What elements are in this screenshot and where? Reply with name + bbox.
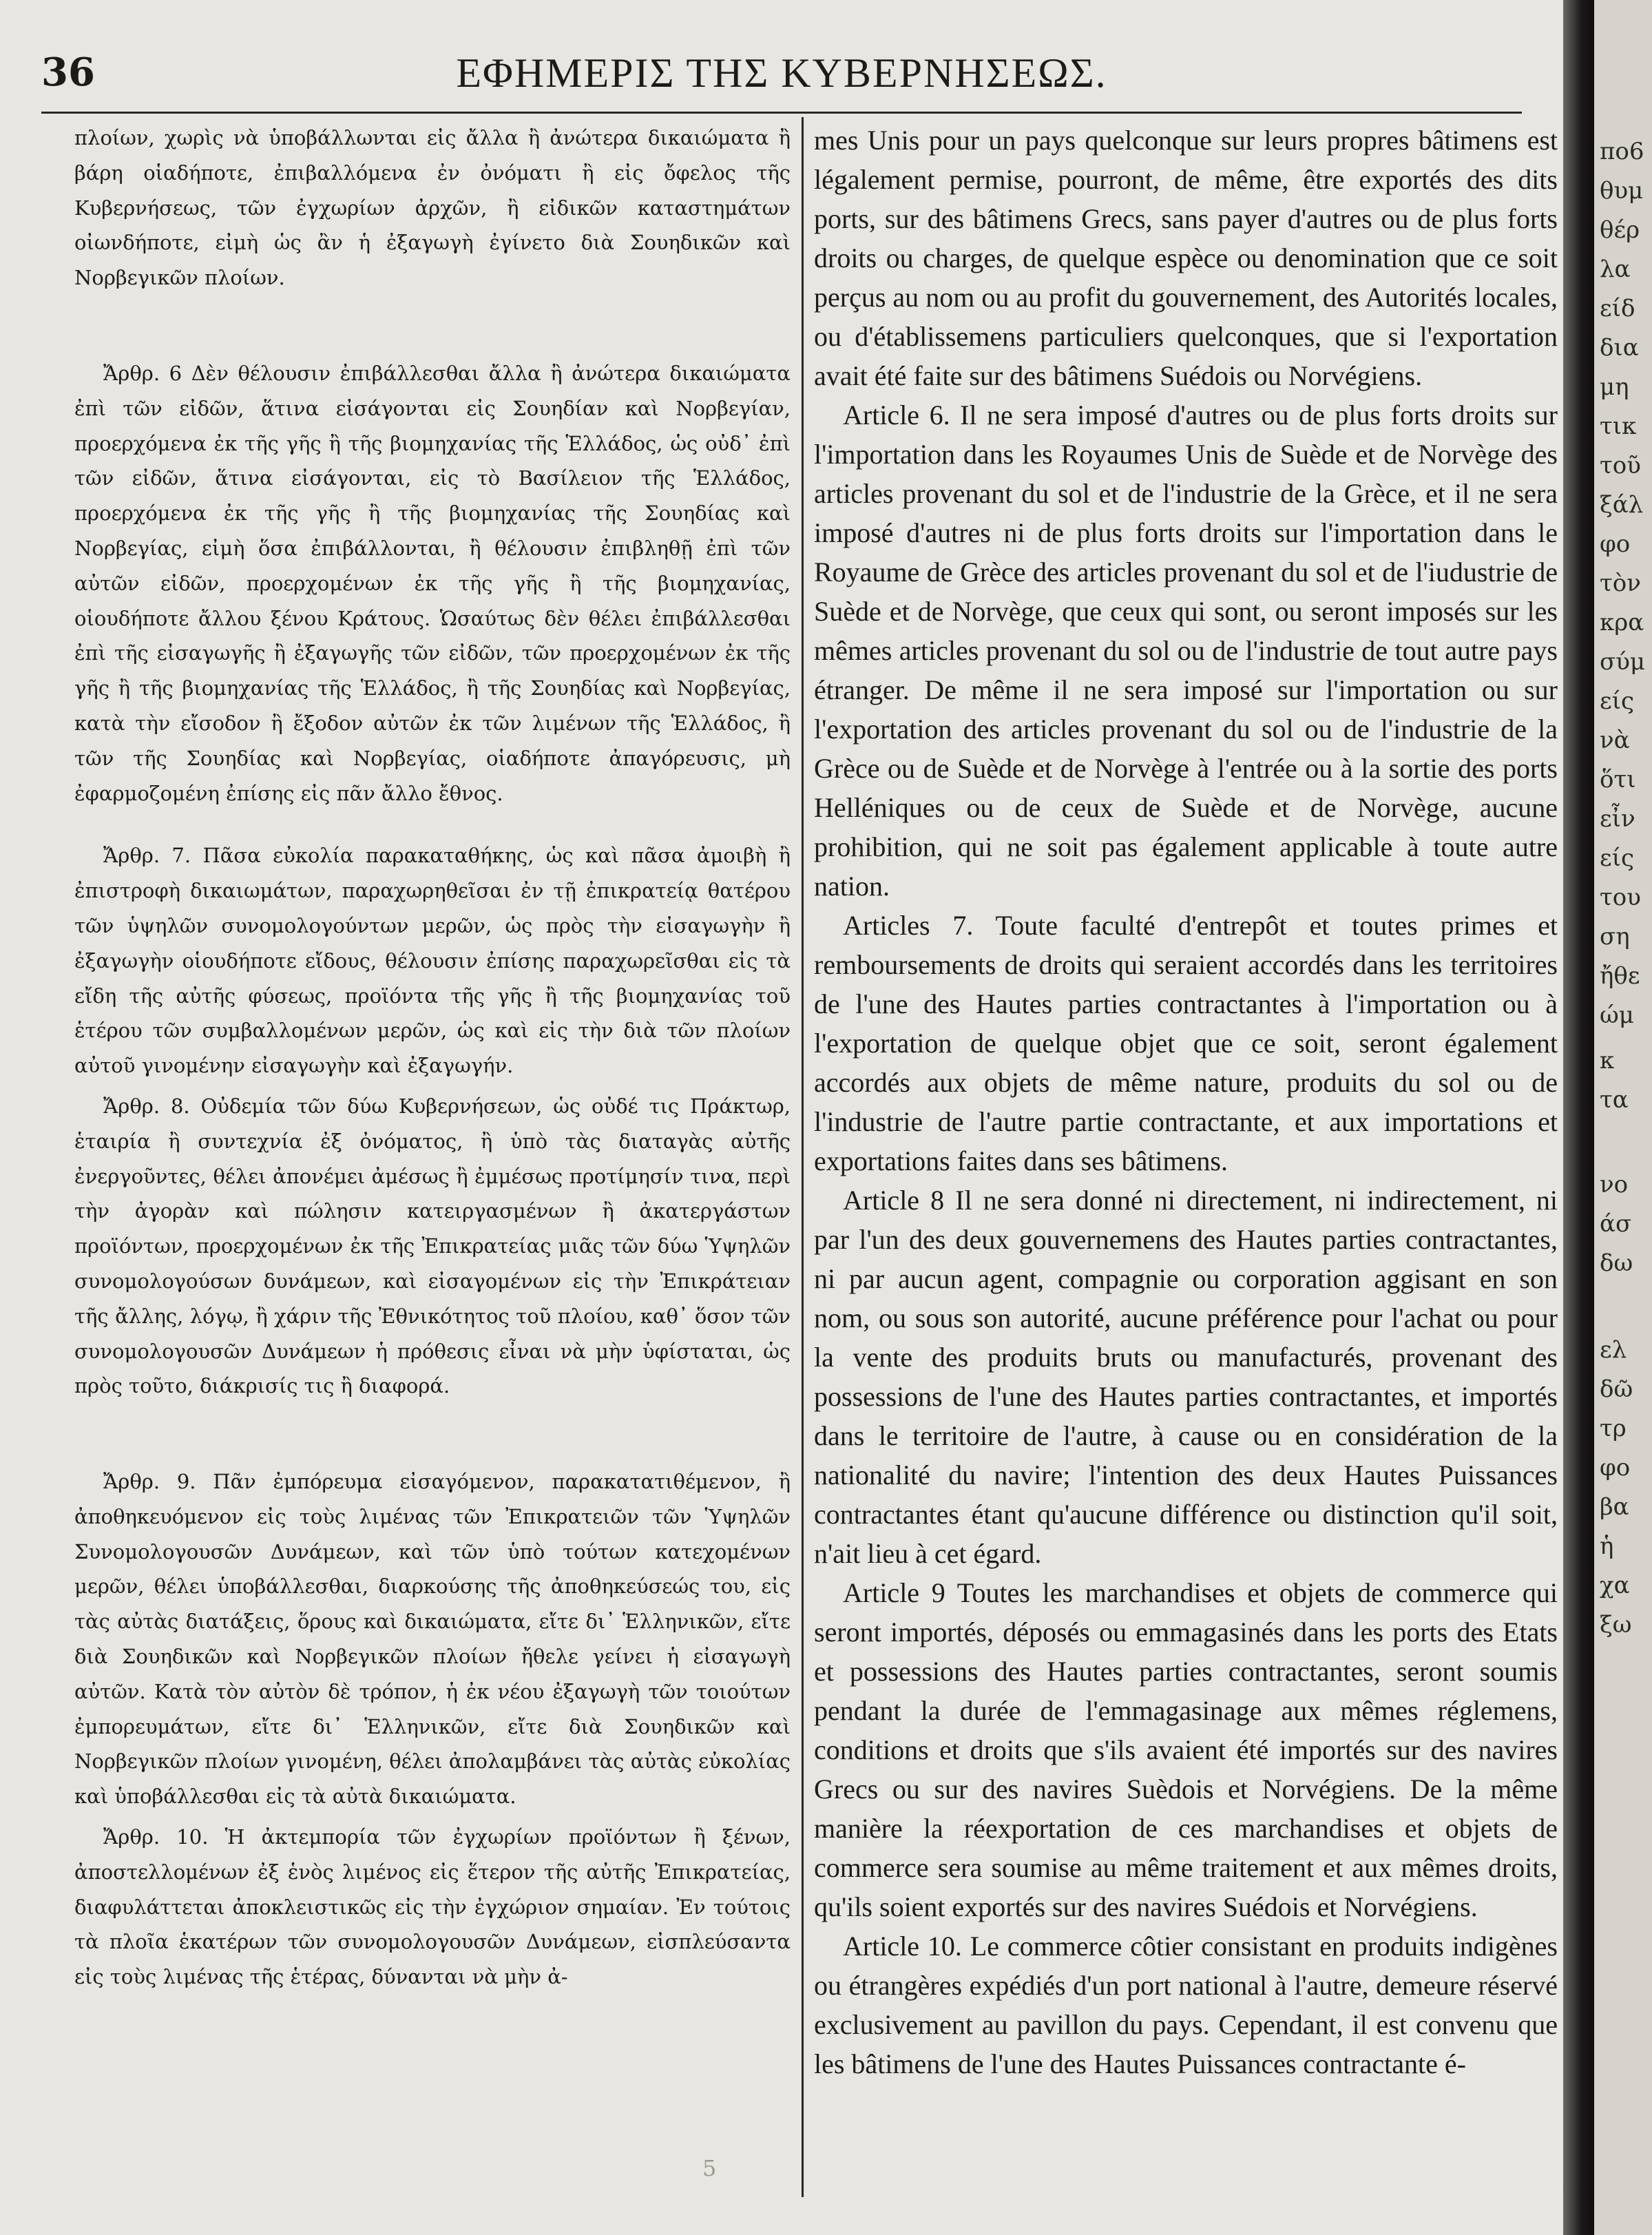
adjacent-page-fragment: δια xyxy=(1600,334,1639,362)
adjacent-page-fragment: χα xyxy=(1600,1572,1630,1599)
greek-article-8: Ἄρθρ. 8. Οὐδεμία τῶν δύω Κυβερνήσεων, ὡς οὐδέ τις Πράκτωρ, ἑταιρία ἢ συντεχνία ἐξ ὀνόματος, ἢ ὑπὸ τὰς διαταγὰς αὐτῆς ἐνεργοῦντες, θέλει ἀπονέμει ἀμέσως ἢ ἐμμέσως προτίμησίν τινα, περὶ τὴν ἀγορὰν καὶ πώλησιν κατειργασμένων ἢ ἀκατεργάστων προϊόντων, προερχομένων ἐκ τῆς Ἐπικρατείας μιᾶς τῶν δύω Ὑψηλῶν συνομολογούσων δυνάμεων, καὶ εἰσαγομένων εἰς τὴν Ἐπικράτειαν τῆς ἄλλης, λόγῳ, ἢ χάριν τῆς Ἐθνικότητος τοῦ πλοίου, καθ᾽ ὅσον τῶν συνομολογουσῶν Δυνάμεων ἡ πρόθεσις εἶναι νὰ μὴν ὑφίσταται, ὡς πρὸς τοῦτο, διάκρισίς τις ἢ διαφορά. xyxy=(74,1094,791,1398)
french-column xyxy=(814,121,1558,2201)
greek-article-7: Ἄρθρ. 7. Πᾶσα εὐκολία παρακαταθήκης, ὡς καὶ πᾶσα ἀμοιβὴ ἢ ἐπιστροφὴ δικαιωμάτων, παραχωρηθεῖσαι ἐν τῇ ἐπικρατείᾳ θατέρου τῶν ὑψηλῶν συνομολογούντων μερῶν, ὡς πρὸς τὴν εἰσαγωγὴν ἢ ἐξαγωγὴν οἱουδήποτε εἴδους, θέλουσιν ἐπίσης παραχωρεῖσθαι εἰς τὰ εἴδη τῆς αὐτῆς φύσεως, προϊόντα τῆς γῆς ἢ τῆς βιομηχανίας τοῦ ἑτέρου τῶν συμβαλλομένων μερῶν, ὡς καὶ εἰς τὴν διὰ τῶν πλοίων αὐτοῦ γινομένην εἰσαγωγὴν καὶ ἐξαγωγήν. xyxy=(74,844,791,1078)
adjacent-page-fragment: θυμ xyxy=(1600,177,1644,205)
column-divider xyxy=(802,117,804,2197)
adjacent-page-fragment: τα xyxy=(1600,1086,1629,1114)
adjacent-page-fragment: μη xyxy=(1600,373,1629,401)
greek-column xyxy=(74,121,791,2201)
adjacent-page-fragment: πο6 xyxy=(1600,138,1644,165)
french-article-7: Articles 7. Toute faculté d'entrepôt et toutes primes et remboursements de droits qui seraient accordés dans les territoires de l'une des Hautes parties contractantes à l'importation ou à l'exportation de quelque objet que ce soit, seront également accordés aux objets de même nature, produits du sol ou de l'industrie de l'autre partie contractante, et aux importations et exportations faites dans ses bâtimens. xyxy=(814,910,1558,1176)
greek-article-9: Ἄρθρ. 9. Πᾶν ἐμπόρευμα εἰσαγόμενον, παρακατατιθέμενον, ἢ ἀποθηκευόμενον εἰς τοὺς λιμένας τῶν Ἐπικρατειῶν τῶν Ὑψηλῶν Συνομολογουσῶν Δυνάμεων, καὶ τῶν ὑπὸ τούτων κατεχομένων μερῶν, θέλει ὑποβάλλεσθαι, διαρκούσης τῆς ἀποθηκεύσεώς του, εἰς τὰς αὐτὰς διατάξεις, ὅρους καὶ δικαιώματα, εἴτε δι᾽ Ἑλληνικῶν, εἴτε διὰ Σουηδικῶν καὶ Νορβεγικῶν πλοίων ἤθελε γείνει ἡ εἰσαγωγὴ αὐτῶν. Κατὰ τὸν αὐτὸν δὲ τρόπον, ἡ ἐκ νέου ἐξαγωγὴ τῶν τοιούτων ἐμπορευμάτων, εἴτε δι᾽ Ἑλληνικῶν, εἴτε διὰ Σουηδικῶν καὶ Νορβεγικῶν πλοίων γινομένη, θέλει ἀπολαμβάνει τὰς αὐτὰς εὐκολίας καὶ ὑποβάλλεσθαι εἰς τὰ αὐτὰ δικαιώματα. xyxy=(74,1470,791,1809)
adjacent-page-fragment: είς xyxy=(1600,844,1634,872)
page-number: 36 xyxy=(41,50,95,95)
adjacent-page-fragment: κ xyxy=(1600,1047,1615,1074)
adjacent-page-fragment: κρα xyxy=(1600,609,1644,636)
adjacent-page-fragment: βα xyxy=(1600,1493,1629,1521)
adjacent-page-fragment: είς xyxy=(1600,687,1634,715)
adjacent-page-fragment: ελ xyxy=(1600,1336,1627,1364)
french-article-8: Article 8 Il ne sera donné ni directement, ni indirectement, ni par l'un des deux gouvernemens des Hautes parties contractantes, ni par aucun agent, compagnie ou corporation aggisant en son nom, ou sous son autorité, aucune préférence pour l'achat ou pour la vente des produits bruts ou manufacturés, provenant des possessions de l'une des Hautes parties contractantes, et importés dans le territoire de l'autre, à cause ou en considération de la nationalité du navire; l'intention des deux Hautes Puissances contractantes étant qu'aucune différence ou distinction qu'il soit, n'ait lieu à cet égard. xyxy=(814,1185,1558,1569)
french-article-6: Article 6. Il ne sera imposé d'autres ou de plus forts droits sur l'importation dans les Royaumes Unis de Suède et de Norvège des articles provenant du sol et de l'industrie de la Grèce, et il ne sera imposé d'autres ni de plus forts droits sur l'importation dans le Royaume de Grèce des articles provenant du sol et de l'iudustrie de Suède et de Norvège, que ceux qui sont, ou seront imposés sur les mêmes articles provenant du sol ou de l'industrie de tout autre pays étranger. De même il ne sera imposé sur l'importation ou sur l'exportation des articles provenant du sol ou de l'industrie de la Grèce ou de Suède et de Norvège à l'entrée ou à la sortie des ports Helléniques ou de ceux de Suède et de Norvège, aucune prohibition, qui ne soit pas également applicable à toute autre nation. xyxy=(814,399,1558,902)
adjacent-page-fragment: θέρ xyxy=(1600,216,1640,244)
running-title: ΕΦΗΜΕΡΙΣ ΤΗΣ ΚΥΒΕΡΝΗΣΕΩΣ. xyxy=(456,50,1107,96)
adjacent-page-fragment: τικ xyxy=(1600,413,1637,440)
adjacent-page-fragment: ώμ xyxy=(1600,1001,1634,1029)
adjacent-page-fragment: τὸν xyxy=(1600,570,1641,597)
adjacent-page-fragment: τρ xyxy=(1600,1415,1627,1442)
adjacent-page-fragment: ξάλ xyxy=(1600,491,1644,519)
adjacent-page-fragment: δω xyxy=(1600,1249,1633,1277)
header-rule xyxy=(41,112,1522,114)
adjacent-page-fragment: εἶν xyxy=(1600,805,1635,833)
adjacent-page-fragment: ση xyxy=(1600,923,1630,950)
footer-mark: 5 xyxy=(702,2155,717,2181)
page-header xyxy=(41,50,1522,105)
adjacent-page-fragment: ἡ xyxy=(1600,1532,1614,1560)
adjacent-page-fragment: ξω xyxy=(1600,1611,1632,1639)
adjacent-page-fragment: άσ xyxy=(1600,1210,1632,1238)
greek-article-6: Ἄρθρ. 6 Δὲν θέλουσιν ἐπιβάλλεσθαι ἄλλα ἢ ἀνώτερα δικαιώματα ἐπὶ τῶν εἰδῶν, ἅτινα εἰσάγονται εἰς Σουηδίαν καὶ Νορβεγίαν, προερχόμενα ἐκ τῆς γῆς ἢ τῆς βιομηχανίας τῆς Ἑλλάδος, ὡς οὐδ᾽ ἐπὶ τῶν εἰδῶν, ἅτινα εἰσάγονται, εἰς τὸ Βασίλειον τῆς Ἑλλάδος, προερχόμενα ἐκ τῆς γῆς ἢ τῆς βιομηχανίας τῆς Σουηδίας καὶ Νορβεγίας, εἰμὴ ὅσα ἐπιβάλλονται, ἢ θέλουσιν ἐπιβληθῇ ἐπὶ τῶν αὐτῶν εἰδῶν, προερχομένων ἐκ τῆς γῆς ἢ τῆς βιομηχανίας, οἱουδήποτε ἄλλου ξένου Κράτους. Ὡσαύτως δὲν θέλει ἐπιβάλλεσθαι ἐπὶ τῆς εἰσαγωγῆς ἢ ἐξαγωγῆς τῶν εἰδῶν, τῶν προερχομένων ἐκ τῆς γῆς ἢ τῆς βιομηχανίας τῆς Ἑλλάδος, ἢ τῆς Σουηδίας καὶ Νορβεγίας, κατὰ τὴν εἴσοδον ἢ ἔξοδον αὐτῶν ἐκ τῶν λιμένων τῆς Ἑλλάδος, ἢ τῶν τῆς Σουηδίας καὶ Νορβεγίας, οἱαδήποτε ἀπαγόρευσις, μὴ ἐφαρμοζομένη ἐπίσης εἰς πᾶν ἄλλο ἔθνος. xyxy=(74,361,791,805)
adjacent-page-fragment: τοῦ xyxy=(1600,452,1641,479)
adjacent-page-fragment: φο xyxy=(1600,1454,1631,1482)
french-article-9: Article 9 Toutes les marchandises et objets de commerce qui seront importés, déposés ou emmagasinés dans les ports des Etats et possessions des Hautes parties contractantes, seront soumis pendant la durée de l'emmagasinage aux mêmes réglemens, conditions et droits que s'ils avaient été importés sur des navires Grecs ou sur des navires Suèdois et Norvégiens. De la même manière la réexportation de ces marchandises et objets de commerce sera soumise au même traitement et aux mêmes droits, qu'ils soient exportés sur des navires Suédois et Norvégiens. xyxy=(814,1577,1558,1922)
french-paragraph-continuation: mes Unis pour un pays quelconque sur leurs propres bâtimens est légalement permise, pourront, de même, être exportés des dits ports, sur des bâtimens Grecs, sans payer d'autres ou de plus forts droits ou charges, de quelque espèce ou denomination que ce soit perçus au nom ou au profit du gouvernement, des Autorités locales, ou d'établissemens particuliers quelconques, que si l'exportation avait été faite sur des bâtimens Suédois ou Norvégiens. xyxy=(814,125,1558,391)
adjacent-page-fragment: σύμ xyxy=(1600,648,1645,676)
adjacent-page-fragment: δῶ xyxy=(1600,1375,1633,1403)
greek-paragraph-continuation: πλοίων, χωρὶς νὰ ὑποβάλλωνται εἰς ἄλλα ἢ ἀνώτερα δικαιώματα ἢ βάρη οἱαδήποτε, ἐπιβαλλόμενα ἐν ὀνόματι ἢ εἰς ὄφελος τῆς Κυβερνήσεως, τῶν ἐγχωρίων ἀρχῶν, ἢ εἰδικῶν καταστημάτων οἰωνδήποτε, εἰμὴ ὡς ἂν ἡ ἐξαγωγὴ ἐγίνετο διὰ Σουηδικῶν καὶ Νορβεγικῶν πλοίων. xyxy=(74,126,791,290)
adjacent-page-fragment: φο xyxy=(1600,530,1631,558)
adjacent-page-fragment: του xyxy=(1600,884,1641,911)
adjacent-page-fragment: ἤθε xyxy=(1600,962,1640,990)
adjacent-page-edge xyxy=(1594,0,1652,2235)
adjacent-page-fragment: είδ xyxy=(1600,295,1635,322)
adjacent-page-fragment: λα xyxy=(1600,256,1631,283)
french-article-10: Article 10. Le commerce côtier consistant en produits indigènes ou étrangères expédiés d'un port national à l'autre, demeure réservé exclusivement au pavillon du pays. Cependant, il est convenu que les bâtimens de l'une des Hautes Puissances contractante é- xyxy=(814,1931,1558,2079)
adjacent-page-fragment: νὰ xyxy=(1600,727,1630,754)
adjacent-page-fragment: ὅτι xyxy=(1600,766,1636,793)
binding-gutter xyxy=(1563,0,1594,2235)
greek-article-10: Ἄρθρ. 10. Ἡ ἀκτεμπορία τῶν ἐγχωρίων προϊόντων ἢ ξένων, ἀποστελλομένων ἐξ ἑνὸς λιμένος εἰς ἕτερον τῆς αὐτῆς Ἐπικρατείας, διαφυλάττεται ἀποκλειστικῶς εἰς τὴν ἐγχώριον σημαίαν. Ἐν τούτοις τὰ πλοῖα ἑκατέρων τῶν συνομολογουσῶν Δυνάμεων, εἰσπλεύσαντα εἰς τοὺς λιμένας τῆς ἑτέρας, δύνανται νὰ μὴν ἀ- xyxy=(74,1825,791,1989)
adjacent-page-fragment: νο xyxy=(1600,1171,1629,1198)
